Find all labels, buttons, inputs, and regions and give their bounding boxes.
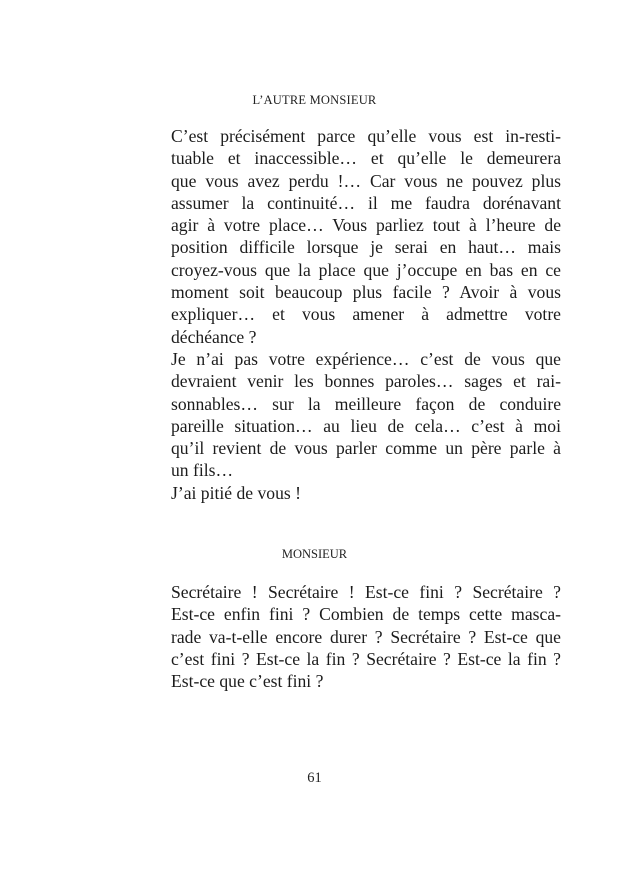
text-line: Est-ce enfin fini ? Combien de temps cette masca- (171, 604, 561, 625)
text-line: c’est fini ? Est-ce la fin ? Secrétaire ? Est-ce la fin ? (171, 648, 561, 669)
text-line: tuable et inaccessible… et qu’elle le demeurera (171, 148, 561, 169)
speech-monsieur (171, 581, 561, 692)
text-line: moment soit beaucoup plus facile ? Avoir à vous (171, 282, 561, 303)
text-line: sonnables… sur la meilleure façon de conduire (171, 393, 561, 414)
text-line: C’est précisément parce qu’elle vous est in-resti- (171, 126, 561, 146)
text-line: pareille situation… au lieu de cela… c’est à moi (171, 415, 561, 436)
text-line: déchéance ? (171, 326, 257, 347)
text-line: que vous avez perdu !… Car vous ne pouvez plus (171, 170, 561, 191)
text-line: croyez-vous que la place que j’occupe en bas en ce (171, 259, 561, 280)
text-line: J’ai pitié de vous ! (171, 482, 301, 503)
text-line: Je n’ai pas votre expérience… c’est de vous que (171, 348, 561, 369)
text-line: expliquer… et vous amener à admettre votre (171, 304, 561, 325)
text-line: devraient venir les bonnes paroles… sages et rai- (171, 371, 561, 392)
text-line: qu’il revient de vous parler comme un père parle à (171, 438, 561, 459)
text-line: agir à votre place… Vous parliez tout à l’heure de (171, 215, 561, 236)
text-line: rade va-t-elle encore durer ? Secrétaire ? Est-ce que (171, 626, 561, 647)
speech-l-autre-monsieur (171, 125, 561, 504)
text-line: Est-ce que c’est fini ? (171, 671, 324, 692)
text-line: un fils… (171, 460, 234, 481)
running-head: L’AUTRE MONSIEUR (252, 93, 377, 107)
text-line: position difficile lorsque je serai en haut… mais (171, 237, 561, 258)
text-line: Secrétaire ! Secrétaire ! Est-ce fini ? Secrétaire ? (171, 582, 561, 602)
text-line: assumer la continuité… il me faudra dorénavant (171, 192, 561, 213)
speaker-name: MONSIEUR (281, 547, 348, 561)
page-number: 61 (307, 770, 322, 786)
